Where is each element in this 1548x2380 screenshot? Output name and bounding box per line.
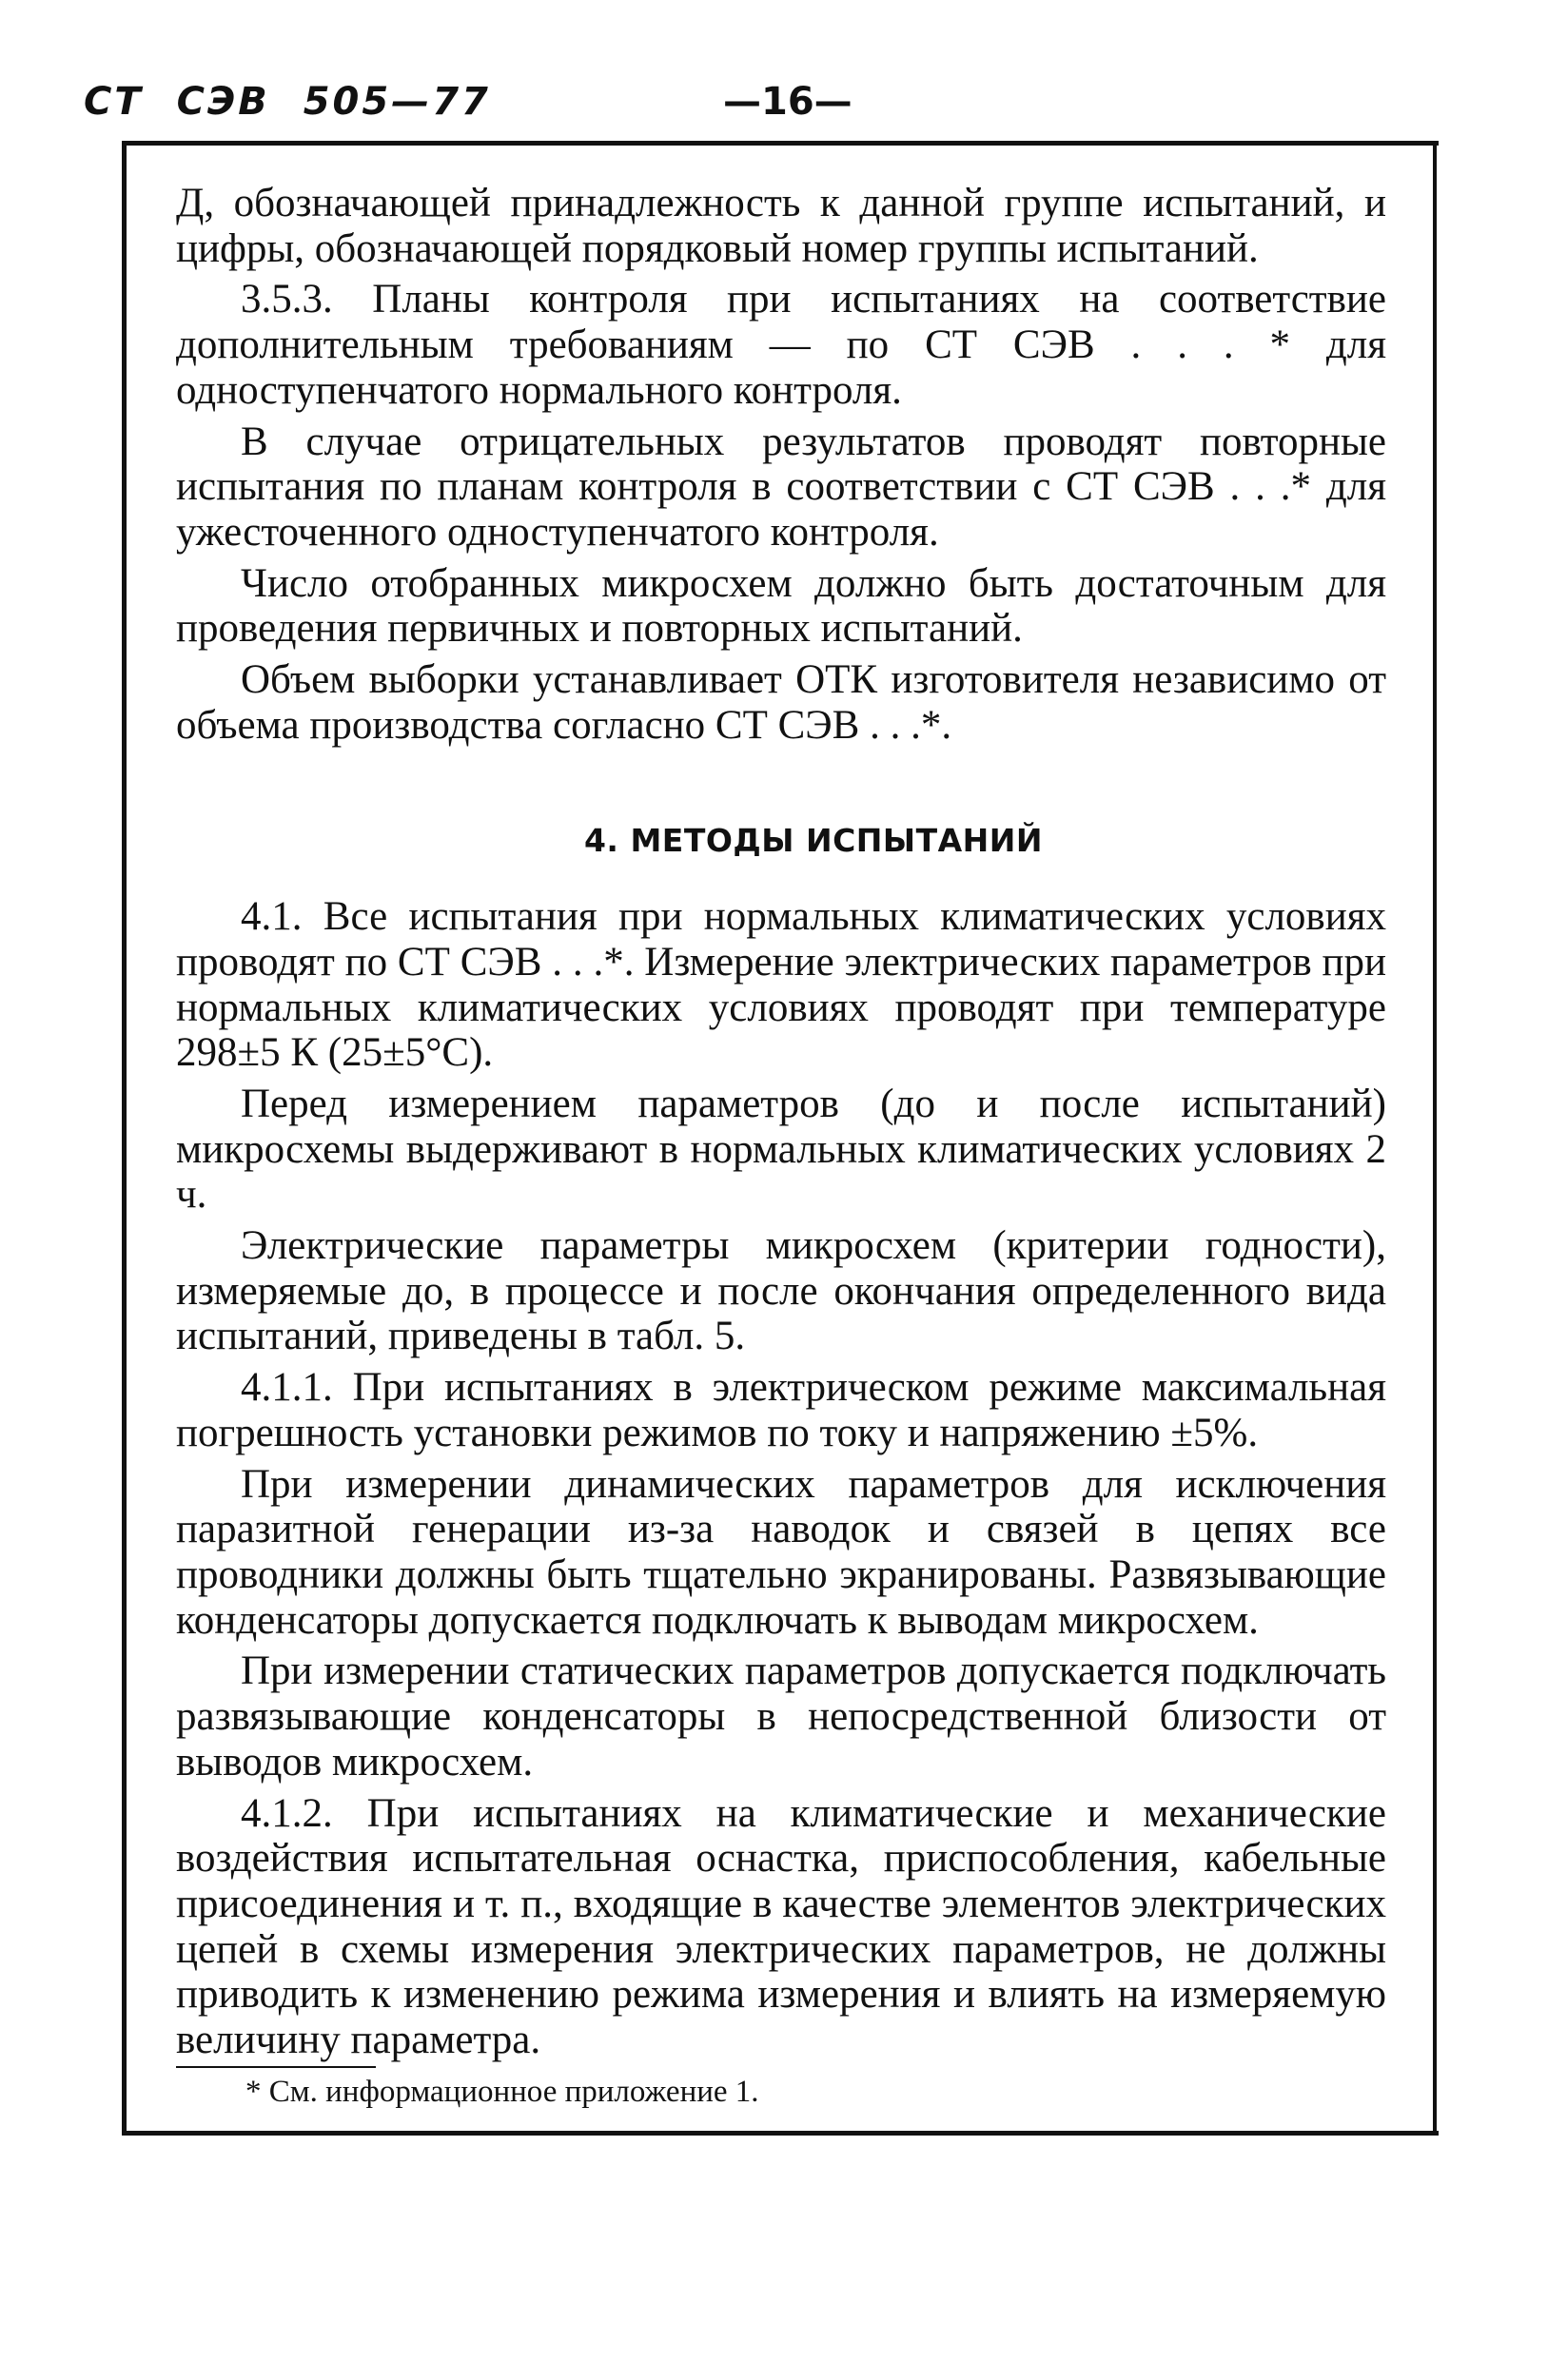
paragraph-electrical-params: Электрические параметры микросхем (критерии годности), измеряемые до, в процессе и после окончания определенного вида испытаний, приведены в табл. 5.: [176, 1223, 1386, 1359]
paragraph-4-1-1: 4.1.1. При испытаниях в электрическом режиме максимальная погрешность установки режимов по току и напряжению ±5%.: [176, 1365, 1386, 1455]
paragraph-static-params: При измерении статических параметров допускается подключать развязывающие конденсаторы в непосредственной близости от выводов микросхем.: [176, 1648, 1386, 1785]
paragraph-continuation: Д, обозначающей принадлежность к данной группе испытаний, и цифры, обозначающей порядковый номер группы испытаний.: [176, 181, 1386, 271]
footnote-separator: [176, 2066, 376, 2068]
frame-top-rule: [122, 141, 1439, 146]
paragraph-repeat-tests: В случае отрицательных результатов проводят повторные испытания по планам контроля в соответствии с СТ СЭВ . . .* для ужесточенного одноступенчатого контроля.: [176, 419, 1386, 555]
paragraph-sample-count: Число отобранных микросхем должно быть достаточным для проведения первичных и повторных испытаний.: [176, 560, 1386, 652]
section-title: 4. МЕТОДЫ ИСПЫТАНИЙ: [583, 822, 1044, 860]
frame-left-rule: [122, 141, 127, 2133]
paragraph-dynamic-params: При измерении динамических параметров для исключения паразитной генерации из-за наводок и связей в цепях все проводники должны быть тщательно экранированы. Развязывающие конденсаторы допускается подключать к выводам микросхем.: [176, 1461, 1386, 1643]
footnote: * См. информационное приложение 1.: [245, 2075, 759, 2109]
page-number: —16—: [723, 80, 852, 124]
paragraph-pre-measurement: Перед измерением параметров (до и после испытаний) микросхемы выдерживают в нормальных климатических условиях 2 ч.: [176, 1081, 1386, 1218]
frame-bottom-rule: [122, 2131, 1439, 2136]
paragraph-4-1-2: 4.1.2. При испытаниях на климатические и механические воздействия испытательная оснастка, приспособления, кабельные присоединения и т. п., входящие в качестве элементов электрических цепей в схемы измерения электрических параметров, не должны приводить к изменению режима измерения и влиять на измеряемую величину параметра.: [176, 1790, 1386, 2063]
page-header: [0, 80, 1548, 137]
page-body: [176, 181, 1386, 2063]
paragraph-4-1: 4.1. Все испытания при нормальных климатических условиях проводят по СТ СЭВ . . .*. Измерение электрических параметров при нормальных климатических условиях проводят при температуре 298±5 К (25±5°С).: [176, 894, 1386, 1076]
standard-code: СТ СЭВ 505—77: [84, 80, 491, 124]
frame-right-rule: [1433, 141, 1437, 2133]
paragraph-3-5-3: 3.5.3. Планы контроля при испытаниях на соответствие дополнительным требованиям — по СТ СЭВ . . . * для одноступенчатого нормального контроля.: [176, 277, 1386, 413]
paragraph-sample-size: Объем выборки устанавливает ОТК изготовителя независимо от объема производства согласно СТ СЭВ . . .*.: [176, 657, 1386, 748]
